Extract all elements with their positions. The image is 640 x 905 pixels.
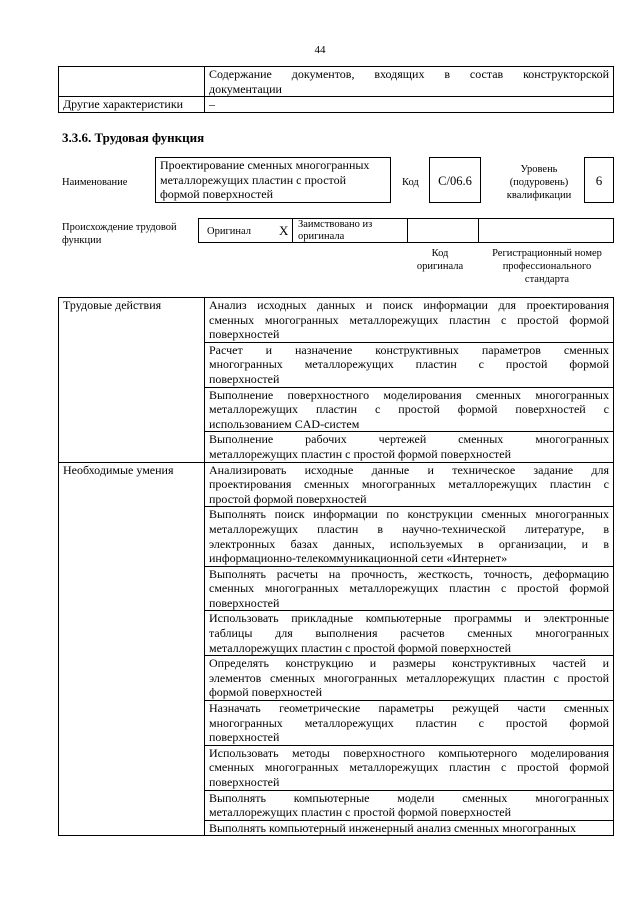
registration-number-caption-line: профессионального — [502, 261, 592, 272]
cell-line: поверхностей — [209, 730, 280, 745]
cell-line: металлорежущих пластин в научно-технической литературе, в — [209, 521, 609, 536]
cell-line: Выполнять компьютерный инженерный анализ сменных многогранных — [209, 820, 576, 835]
code-original-caption-line: Код — [431, 248, 449, 259]
section-label: Необходимые умения — [59, 462, 205, 836]
origin-divider — [478, 219, 479, 242]
cell-line: сменных многогранных металлорежущих пластин с простой формой — [209, 581, 609, 596]
cell-line: Выполнение рабочих чертежей сменных многогранных — [209, 432, 609, 447]
cell-line: Расчет и назначение конструктивных параметров сменных — [209, 342, 609, 357]
cell-line: Использовать методы поверхностного компьютерного моделирования — [209, 745, 609, 760]
top-table-empty-cell — [59, 67, 205, 97]
cell-line: использованием CAD-систем — [209, 416, 360, 431]
cell-line: проектирования сменных многогранных металлорежущих пластин с — [209, 477, 609, 492]
cell-line: таблицы для выполнения расчетов сменных многогранных — [209, 626, 609, 641]
origin-divider — [292, 219, 293, 242]
table-cell — [205, 298, 614, 343]
table-cell — [205, 701, 614, 746]
borrowed-label — [298, 219, 372, 243]
cell-line: металлорежущих пластин с простой формой поверхностей — [209, 640, 512, 655]
origin-label — [62, 221, 177, 247]
table-cell — [205, 611, 614, 656]
qualification-level-label — [498, 163, 580, 202]
cell-line: Анализ исходных данных и поиск информации для проектирования — [209, 298, 609, 312]
other-characteristics-label: Другие характеристики — [59, 97, 205, 113]
origin-divider — [407, 219, 408, 242]
top-table-contents-line: документации — [209, 81, 282, 96]
code-value-box: C/06.6 — [429, 157, 481, 203]
table-cell — [205, 790, 614, 820]
table-cell — [205, 507, 614, 566]
registration-number-caption-line: стандарта — [524, 274, 570, 285]
section-heading: 3.3.6. Трудовая функция — [62, 130, 205, 145]
cell-line: Выполнять поиск информации по конструкции сменных многогранных — [209, 507, 609, 522]
cell-line: многогранных металлорежущих пластин с простой формой — [209, 357, 609, 372]
cell-line: металлорежущих пластин с простой формой поверхностей — [209, 446, 512, 461]
cell-line: металлорежущих пластин с простой формой поверхностей — [209, 805, 512, 820]
function-name-box — [155, 157, 391, 203]
function-name-line: Проектирование сменных многогранных — [160, 158, 370, 172]
cell-line: поверхностей — [209, 327, 280, 342]
cell-line: информационно-телекоммуникационной сети «Интернет» — [209, 551, 508, 566]
main-table — [58, 297, 614, 836]
table-cell — [205, 745, 614, 790]
top-table-contents-cell — [205, 67, 614, 97]
cell-line: сменных многогранных металлорежущих пластин с простой формой — [209, 760, 609, 775]
qualification-level-label-line: Уровень — [520, 164, 558, 175]
cell-line: Выполнять расчеты на прочность, жесткость, точность, деформацию — [209, 566, 609, 581]
cell-line: простой формой поверхностей — [209, 491, 367, 506]
top-table-contents-line: Содержание документов, входящих в состав конструкторской — [209, 67, 609, 81]
table-row — [59, 462, 614, 507]
function-name-line: формой поверхностей — [160, 187, 273, 202]
table-cell — [205, 566, 614, 611]
table-cell — [205, 432, 614, 462]
cell-line: поверхностей — [209, 595, 280, 610]
original-label: Оригинал — [207, 226, 251, 237]
cell-line: поверхностей — [209, 371, 280, 386]
page-number: 44 — [314, 44, 326, 56]
cell-line: Анализировать исходные данные и техническое задание для — [209, 462, 609, 477]
cell-line: металлорежущих пластин с простой формой поверхностей с — [209, 402, 609, 417]
qualification-level-label-line: (подуровень) — [509, 177, 569, 188]
registration-number-caption — [480, 247, 614, 286]
cell-line: Определять конструкцию и размеры конструктивных частей и — [209, 656, 609, 671]
other-characteristics-value: – — [205, 97, 614, 113]
cell-line: многогранных металлорежущих пластин с простой формой — [209, 715, 609, 730]
name-label: Наименование — [62, 177, 128, 188]
original-mark: X — [279, 223, 289, 238]
cell-line: формой поверхностей — [209, 685, 322, 700]
cell-line: поверхностей — [209, 775, 280, 789]
code-original-caption-line: оригинала — [416, 261, 464, 272]
table-cell — [205, 820, 614, 836]
cell-line: элементов сменных многогранных металлорежущих пластин с простой — [209, 670, 609, 685]
table-cell — [205, 656, 614, 701]
code-original-caption — [405, 247, 475, 273]
registration-number-caption-line: Регистрационный номер — [492, 248, 602, 259]
cell-line: электронных базах данных, используемых в организации, и в — [209, 536, 609, 551]
qualification-level-label-line: квалификации — [506, 190, 572, 201]
top-table — [58, 66, 614, 113]
cell-line: Выполнение поверхностного моделирования сменных многогранных — [209, 387, 609, 402]
section-label: Трудовые действия — [59, 298, 205, 463]
cell-line: сменных многогранных металлорежущих пластин с простой формой — [209, 312, 609, 327]
table-row — [59, 298, 614, 343]
cell-line: Использовать прикладные компьютерные программы и электронные — [209, 611, 609, 626]
table-cell — [205, 462, 614, 507]
qualification-level-value: 6 — [584, 157, 614, 203]
borrowed-label-line: оригинала — [298, 231, 345, 242]
cell-line: Выполнять компьютерные модели сменных многогранных — [209, 790, 609, 805]
table-cell — [205, 342, 614, 387]
cell-line: Назначать геометрические параметры режущей части сменных — [209, 701, 609, 716]
origin-label-line: функции — [62, 235, 102, 246]
borrowed-label-line: Заимствовано из — [298, 219, 373, 230]
table-cell — [205, 387, 614, 432]
code-label: Код — [402, 177, 419, 188]
origin-row — [198, 218, 614, 243]
function-name-line: металлорежущих пластин с простой — [160, 172, 347, 187]
origin-label-line: Происхождение трудовой — [62, 222, 177, 233]
